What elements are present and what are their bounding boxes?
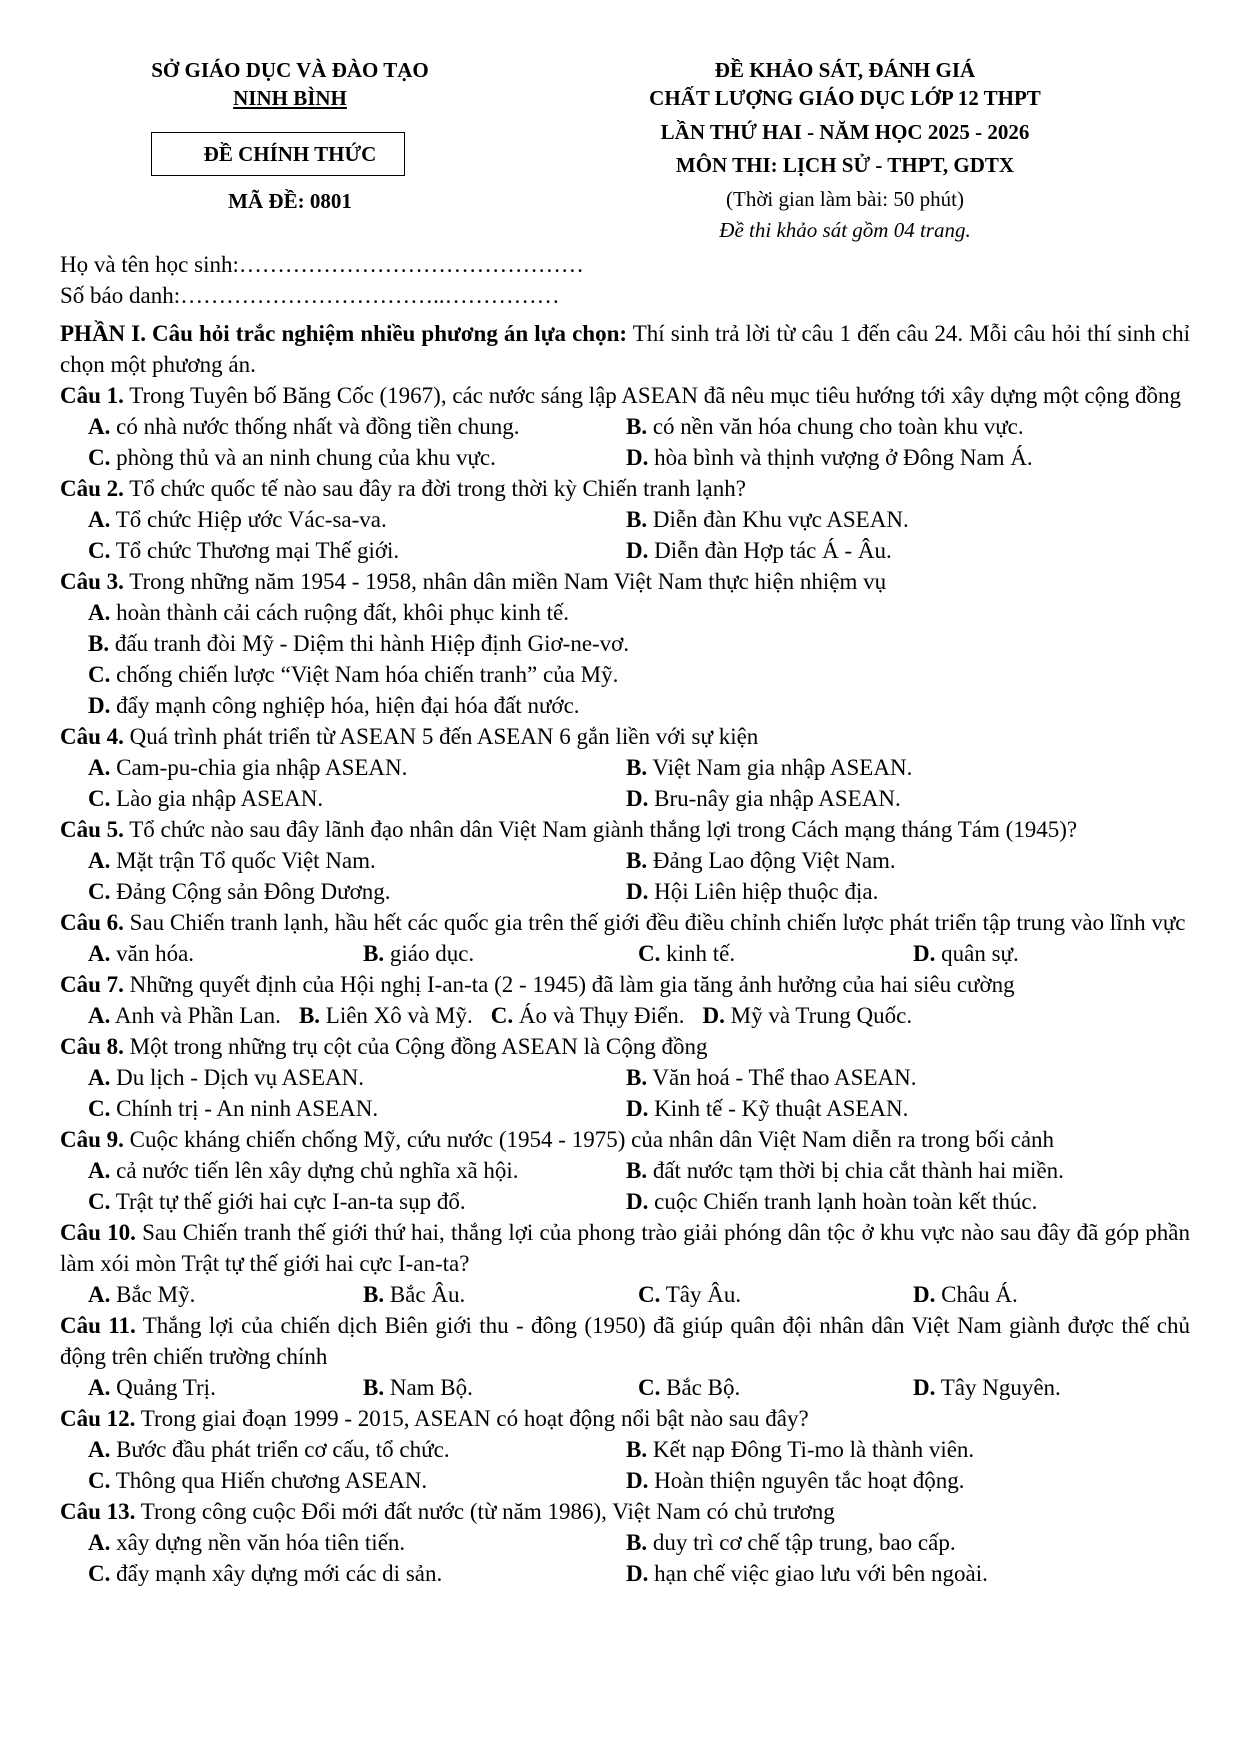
option-letter: D. [913, 1375, 936, 1400]
part1-intro [60, 318, 1190, 380]
question-stem [60, 1403, 1190, 1434]
option-letter: D. [626, 538, 649, 563]
answer-option[interactable] [299, 1000, 491, 1031]
option-letter: C. [88, 786, 111, 811]
answer-option[interactable] [88, 1372, 363, 1403]
option-letter: B. [363, 1282, 385, 1307]
answer-option[interactable] [88, 845, 626, 876]
answer-option[interactable] [88, 690, 1190, 721]
question-label: Câu 7. [60, 972, 124, 997]
question-text: Trong những năm 1954 - 1958, nhân dân miền Nam Việt Nam thực hiện nhiệm vụ [123, 569, 887, 594]
options [60, 938, 1190, 969]
option-text: Diễn đàn Khu vực ASEAN. [647, 507, 909, 532]
answer-option[interactable] [88, 1465, 626, 1496]
question-label: Câu 3. [60, 569, 124, 594]
exam-title-1: ĐỀ KHẢO SÁT, ĐÁNH GIÁ [714, 58, 976, 82]
answer-option[interactable] [913, 938, 1188, 969]
option-letter: C. [88, 662, 111, 687]
option-letter: A. [88, 941, 111, 966]
question-text: Thắng lợi của chiến dịch Biên giới thu - đông (1950) đã giúp quân đội nhân dân Việt Nam giành được thế chủ động trên chiến trường chính [60, 1313, 1190, 1369]
question [60, 1124, 1190, 1217]
answer-option[interactable] [913, 1372, 1188, 1403]
option-letter: B. [626, 848, 648, 873]
option-letter: D. [88, 693, 111, 718]
answer-option[interactable] [363, 1279, 638, 1310]
student-name-field: Họ và tên học sinh:……………………………………… [60, 252, 584, 277]
option-text: cuộc Chiến tranh lạnh hoàn toàn kết thúc. [648, 1189, 1038, 1214]
option-text: Đảng Lao động Việt Nam. [647, 848, 896, 873]
option-text: Trật tự thế giới hai cực I-an-ta sụp đổ. [110, 1189, 466, 1214]
question-stem [60, 1496, 1190, 1527]
option-letter: A. [88, 1158, 111, 1183]
answer-option[interactable] [626, 1093, 1166, 1124]
options [60, 411, 1190, 473]
option-text: Tây Âu. [660, 1282, 742, 1307]
option-letter: B. [363, 1375, 385, 1400]
option-text: cả nước tiến lên xây dựng chủ nghĩa xã hội. [110, 1158, 519, 1183]
option-text: Lào gia nhập ASEAN. [110, 786, 324, 811]
exam-body [60, 318, 1190, 1589]
answer-option[interactable] [703, 1000, 931, 1031]
options [60, 504, 1190, 566]
options [60, 1155, 1190, 1217]
answer-option[interactable] [626, 411, 1166, 442]
question-label: Câu 12. [60, 1406, 136, 1431]
option-text: đẩy mạnh xây dựng mới các di sản. [110, 1561, 443, 1586]
option-text: Mỹ và Trung Quốc. [724, 1003, 913, 1028]
exam-title-3: LẦN THỨ HAI - NĂM HỌC 2025 - 2026 [660, 120, 1030, 144]
option-letter: D. [626, 786, 649, 811]
option-text: Liên Xô và Mỹ. [320, 1003, 473, 1028]
option-text: chống chiến lược “Việt Nam hóa chiến tranh” của Mỹ. [110, 662, 619, 687]
question-stem [60, 1217, 1190, 1279]
option-text: Hội Liên hiệp thuộc địa. [648, 879, 879, 904]
option-letter: C. [638, 1375, 661, 1400]
option-text: đấu tranh đòi Mỹ - Diệm thi hành Hiệp định Giơ-ne-vơ. [109, 631, 630, 656]
option-text: đẩy mạnh công nghiệp hóa, hiện đại hóa đất nước. [110, 693, 580, 718]
question-text: Quá trình phát triển từ ASEAN 5 đến ASEAN 6 gắn liền với sự kiện [123, 724, 759, 749]
option-text: Diễn đàn Hợp tác Á - Âu. [648, 538, 892, 563]
option-letter: B. [626, 1158, 648, 1183]
answer-option[interactable] [88, 1279, 363, 1310]
question [60, 907, 1190, 969]
answer-option[interactable] [88, 1434, 626, 1465]
province-name: NINH BÌNH [233, 86, 347, 110]
option-letter: B. [626, 755, 648, 780]
question-text: Trong Tuyên bố Băng Cốc (1967), các nước sáng lập ASEAN đã nêu mục tiêu hướng tới xây dựng một cộng đồng [123, 383, 1181, 408]
option-letter: C. [88, 538, 111, 563]
official-label: ĐỀ CHÍNH THỨC [203, 142, 377, 166]
answer-option[interactable] [88, 1155, 626, 1186]
option-text: Mặt trận Tổ quốc Việt Nam. [110, 848, 376, 873]
option-text: đất nước tạm thời bị chia cắt thành hai miền. [647, 1158, 1064, 1183]
option-text: Bắc Bộ. [660, 1375, 741, 1400]
exam-subject: MÔN THI: LỊCH SỬ - THPT, GDTX [675, 153, 1015, 177]
option-letter: B. [298, 1003, 321, 1028]
option-text: Kết nạp Đông Ti-mo là thành viên. [647, 1437, 975, 1462]
option-letter: D. [626, 1096, 649, 1121]
question [60, 473, 1190, 566]
option-text: Bắc Âu. [384, 1282, 466, 1307]
question-label: Câu 4. [60, 724, 124, 749]
option-text: giáo dục. [384, 941, 475, 966]
options [60, 1434, 1190, 1496]
question-text: Trong công cuộc Đổi mới đất nước (từ năm 1986), Việt Nam có chủ trương [135, 1499, 835, 1524]
question-label: Câu 1. [60, 383, 124, 408]
option-text: Bước đầu phát triển cơ cấu, tổ chức. [110, 1437, 450, 1462]
option-letter: C. [638, 941, 661, 966]
question-stem [60, 1124, 1190, 1155]
option-letter: A. [88, 1437, 111, 1462]
question-stem [60, 721, 1190, 752]
answer-option[interactable] [626, 1527, 1166, 1558]
question-stem [60, 969, 1190, 1000]
part1-title: PHẦN I. Câu hỏi trắc nghiệm nhiều phương án lựa chọn: [60, 321, 628, 346]
option-text: Áo và Thụy Điển. [513, 1003, 685, 1028]
question-text: Sau Chiến tranh lạnh, hầu hết các quốc gia trên thế giới đều điều chỉnh chiến lược phát triển tập trung vào lĩnh vực [123, 910, 1186, 935]
answer-option[interactable] [913, 1279, 1188, 1310]
option-letter: D. [913, 1282, 936, 1307]
question-list [60, 380, 1190, 1589]
answer-option[interactable] [88, 442, 626, 473]
answer-option[interactable] [88, 1186, 626, 1217]
question-label: Câu 2. [60, 476, 124, 501]
option-text: hạn chế việc giao lưu với bên ngoài. [648, 1561, 988, 1586]
option-letter: A. [88, 1375, 111, 1400]
answer-option[interactable] [88, 876, 626, 907]
question-text: Cuộc kháng chiến chống Mỹ, cứu nước (1954 - 1975) của nhân dân Việt Nam diễn ra trong bối cảnh [123, 1127, 1055, 1152]
exam-code: MÃ ĐỀ: 0801 [228, 189, 352, 213]
option-text: Tổ chức Hiệp ước Vác-sa-va. [110, 507, 387, 532]
option-letter: B. [626, 1065, 648, 1090]
answer-option[interactable] [626, 752, 1166, 783]
option-text: duy trì cơ chế tập trung, bao cấp. [647, 1530, 956, 1555]
answer-option[interactable] [363, 938, 638, 969]
options [60, 1527, 1190, 1589]
option-letter: B. [626, 414, 648, 439]
option-text: Đảng Cộng sản Đông Dương. [110, 879, 391, 904]
answer-option[interactable] [88, 659, 1190, 690]
option-text: có nền văn hóa chung cho toàn khu vực. [647, 414, 1024, 439]
answer-option[interactable] [626, 1465, 1166, 1496]
question-text: Trong giai đoạn 1999 - 2015, ASEAN có hoạt động nổi bật nào sau đây? [135, 1406, 809, 1431]
option-text: Tổ chức Thương mại Thế giới. [110, 538, 400, 563]
option-letter: D. [702, 1003, 725, 1028]
option-text: Quảng Trị. [110, 1375, 216, 1400]
option-text: Hoàn thiện nguyên tắc hoạt động. [648, 1468, 965, 1493]
option-text: Bru-nây gia nhập ASEAN. [648, 786, 901, 811]
answer-option[interactable] [626, 1558, 1166, 1589]
option-text: Du lịch - Dịch vụ ASEAN. [110, 1065, 364, 1090]
answer-option[interactable] [88, 628, 1190, 659]
answer-option[interactable] [88, 1558, 626, 1589]
answer-option[interactable] [626, 1062, 1166, 1093]
option-text: xây dựng nền văn hóa tiên tiến. [110, 1530, 406, 1555]
option-text: Việt Nam gia nhập ASEAN. [647, 755, 913, 780]
option-letter: A. [88, 1530, 111, 1555]
answer-option[interactable] [88, 752, 626, 783]
question-text: Tổ chức nào sau đây lãnh đạo nhân dân Việt Nam giành thắng lợi trong Cách mạng tháng Tám (1945)? [123, 817, 1078, 842]
question-text: Những quyết định của Hội nghị I-an-ta (2 - 1945) đã làm gia tăng ảnh hưởng của hai siêu cường [123, 972, 1015, 997]
option-text: quân sự. [935, 941, 1019, 966]
part1-instructions: Thí sinh trả lời từ câu 1 đến câu 24. Mỗi câu hỏi thí sinh chỉ chọn một phương án. [60, 321, 1190, 377]
options [60, 845, 1190, 907]
question-stem [60, 814, 1190, 845]
question-stem [60, 473, 1190, 504]
answer-option[interactable] [626, 1186, 1166, 1217]
option-letter: C. [88, 1468, 111, 1493]
answer-option[interactable] [626, 1434, 1166, 1465]
answer-option[interactable] [88, 1000, 299, 1031]
answer-option[interactable] [626, 783, 1166, 814]
answer-option[interactable] [626, 845, 1166, 876]
option-text: Chính trị - An ninh ASEAN. [110, 1096, 379, 1121]
option-letter: A. [88, 507, 111, 532]
question-label: Câu 13. [60, 1499, 136, 1524]
question [60, 1403, 1190, 1496]
option-text: hoàn thành cải cách ruộng đất, khôi phục kinh tế. [110, 600, 569, 625]
option-text: Châu Á. [935, 1282, 1018, 1307]
question-stem [60, 566, 1190, 597]
answer-option[interactable] [88, 535, 626, 566]
question [60, 969, 1190, 1031]
option-text: Nam Bộ. [384, 1375, 473, 1400]
option-letter: A. [88, 600, 111, 625]
answer-option[interactable] [88, 1527, 626, 1558]
option-letter: C. [638, 1282, 661, 1307]
question [60, 566, 1190, 721]
question [60, 1217, 1190, 1310]
option-text: văn hóa. [110, 941, 195, 966]
answer-option[interactable] [88, 1062, 626, 1093]
question-stem [60, 907, 1190, 938]
option-letter: A. [88, 755, 111, 780]
answer-option[interactable] [626, 535, 1166, 566]
question-label: Câu 10. [60, 1220, 136, 1245]
options [60, 1372, 1190, 1403]
dept-name: SỞ GIÁO DỤC VÀ ĐÀO TẠO [151, 58, 429, 82]
exam-title-2: CHẤT LƯỢNG GIÁO DỤC LỚP 12 THPT [649, 86, 1041, 110]
option-text: Kinh tế - Kỹ thuật ASEAN. [648, 1096, 909, 1121]
answer-option[interactable] [638, 1372, 913, 1403]
option-letter: B. [626, 507, 648, 532]
question-text: Sau Chiến tranh thế giới thứ hai, thắng lợi của phong trào giải phóng dân tộc ở khu vực nào sau đây đã góp phần làm xói mòn Trật tự thế giới hai cực I-an-ta? [60, 1220, 1190, 1276]
question-label: Câu 8. [60, 1034, 124, 1059]
question-label: Câu 6. [60, 910, 124, 935]
answer-option[interactable] [88, 1093, 626, 1124]
option-text: Văn hoá - Thể thao ASEAN. [647, 1065, 917, 1090]
option-letter: B. [363, 941, 385, 966]
exam-header [0, 0, 1241, 260]
option-letter: D. [913, 941, 936, 966]
question [60, 380, 1190, 473]
options [60, 1000, 1190, 1031]
option-letter: D. [626, 1468, 649, 1493]
option-letter: C. [88, 1561, 111, 1586]
option-letter: D. [626, 1561, 649, 1586]
option-letter: A. [88, 1065, 111, 1090]
option-text: Bắc Mỹ. [110, 1282, 196, 1307]
option-letter: A. [88, 848, 111, 873]
options [60, 597, 1190, 721]
option-text: Tây Nguyên. [935, 1375, 1061, 1400]
answer-option[interactable] [88, 597, 1190, 628]
answer-option[interactable] [638, 938, 913, 969]
option-letter: A. [88, 1003, 111, 1028]
student-id-field: Số báo danh:……………………………..…………… [60, 283, 560, 308]
answer-option[interactable] [638, 1279, 913, 1310]
option-text: hòa bình và thịnh vượng ở Đông Nam Á. [648, 445, 1033, 470]
option-letter: A. [88, 1282, 111, 1307]
option-letter: C. [88, 445, 111, 470]
question-text: Tổ chức quốc tế nào sau đây ra đời trong thời kỳ Chiến tranh lạnh? [123, 476, 746, 501]
option-letter: B. [626, 1437, 648, 1462]
option-text: kinh tế. [660, 941, 736, 966]
options [60, 1062, 1190, 1124]
answer-option[interactable] [491, 1000, 703, 1031]
option-letter: B. [88, 631, 110, 656]
question [60, 814, 1190, 907]
option-text: có nhà nước thống nhất và đồng tiền chung. [110, 414, 520, 439]
option-text: phòng thủ và an ninh chung của khu vực. [110, 445, 496, 470]
answer-option[interactable] [363, 1372, 638, 1403]
option-letter: C. [490, 1003, 514, 1028]
answer-option[interactable] [88, 411, 626, 442]
option-text: Cam-pu-chia gia nhập ASEAN. [110, 755, 408, 780]
answer-option[interactable] [626, 442, 1166, 473]
option-letter: A. [88, 414, 111, 439]
question-stem [60, 1310, 1190, 1372]
option-letter: D. [626, 879, 649, 904]
option-text: Anh và Phần Lan. [110, 1003, 281, 1028]
options [60, 752, 1190, 814]
option-letter: D. [626, 1189, 649, 1214]
option-letter: C. [88, 1096, 111, 1121]
question-label: Câu 11. [60, 1313, 136, 1338]
answer-option[interactable] [88, 504, 626, 535]
option-letter: C. [88, 879, 111, 904]
answer-option[interactable] [626, 1155, 1166, 1186]
answer-option[interactable] [626, 876, 1166, 907]
question [60, 721, 1190, 814]
question-label: Câu 9. [60, 1127, 124, 1152]
options [60, 1279, 1190, 1310]
question-stem [60, 380, 1190, 411]
question-text: Một trong những trụ cột của Cộng đồng ASEAN là Cộng đồng [123, 1034, 708, 1059]
question [60, 1310, 1190, 1403]
time-note: (Thời gian làm bài: 50 phút) [726, 187, 964, 211]
answer-option[interactable] [88, 938, 363, 969]
question-stem [60, 1031, 1190, 1062]
question-label: Câu 5. [60, 817, 124, 842]
option-letter: D. [626, 445, 649, 470]
option-text: Thông qua Hiến chương ASEAN. [110, 1468, 428, 1493]
question [60, 1496, 1190, 1589]
option-letter: B. [626, 1530, 648, 1555]
pages-note: Đề thi khảo sát gồm 04 trang. [719, 218, 971, 242]
option-letter: C. [88, 1189, 111, 1214]
answer-option[interactable] [626, 504, 1166, 535]
answer-option[interactable] [88, 783, 626, 814]
question [60, 1031, 1190, 1124]
